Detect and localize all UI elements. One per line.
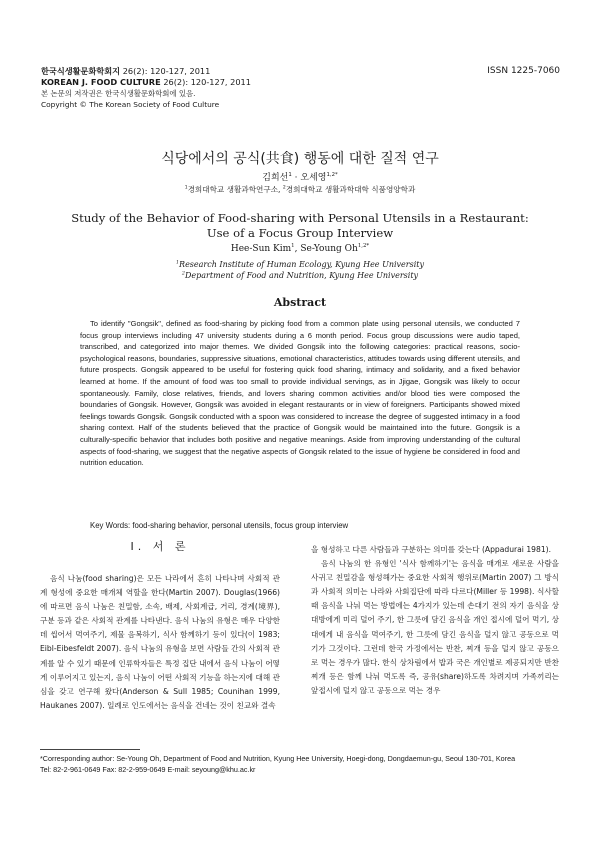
footnote-line-2: Tel: 82-2-961-0649 Fax: 82-2-959-0649 E-mail: seyoung@khu.ac.kr [40,765,256,774]
authors-en [0,244,600,254]
footnote-divider [40,749,140,750]
affil-en-sup-1: 1 [175,260,180,266]
journal-name-ko: 한국식생활문화학회지 [41,66,121,76]
abstract-body: To identify "Gongsik", defined as food-sharing by picking food from a common plate using personal utensils, we conducted 7 focus group interviews including 47 university students during a 6 month period. Focus group discussions were audio taped, transcribed, and categorized into major themes. We divided Gongsik into the following categories: practical reasons, socio-psychological reasons, boundaries, suppressive situations, emotional characteristics, attitudes towards using different utensils, and future prospects. Gongsik appeared to be useful for fostering quick food sharing, intimacy and solidarity, and a fixed behavior learned at home. If the amount of food was too small to provide individual servings, as in Jjigae, Gongsik was likely to occur spontaneously. Family, close relatives, friends, and lovers sharing common activities and/or blood ties were composed the boundaries of Gongsik. However, Gongsik was avoided in elegant restaurants or in view of foreigners. Participants showed mixed feelings towards Gongsik. Gongsik conducted with a spoon was considered to increase the degree of suggested intimacy in a food sharing context. Half of the students believed that the practice of Gongsik would be maintained into the future. Gongsik is a culturally-specific behavior that includes both positive and negative meanings. Aside from improving understanding of the cultural aspects of food-sharing, we suggest that the negative aspects of Gongsik related to the issue of hygiene be considered in food and nutrition education. [80,319,520,468]
affil-en-1: Research Institute of Human Ecology, Kyung Hee University [179,260,425,269]
footnote-line-1: *Corresponding author: Se-Young Oh, Department of Food and Nutrition, Kyung Hee University, Hoegi-dong, Dongdaemun-gu, Seoul 130-701, Korea [40,754,516,763]
journal-header [41,66,251,110]
title-en-line-2: Use of a Focus Group Interview [206,226,394,240]
paper-title-en [60,211,540,241]
journal-citation-en: 26(2): 120-127, 2011 [163,77,251,87]
author-2-ko: 오세영 [300,173,327,183]
affil-ko-1: 경희대학교 생활과학연구소, [187,185,283,194]
affil-en-line-1 [0,259,600,270]
affil-en-sup-2: 2 [181,271,185,277]
issn-label: ISSN 1225-7060 [487,66,560,76]
corresponding-author-footnote [40,753,560,775]
keywords: Key Words: food-sharing behavior, personal utensils, focus group interview [90,521,349,530]
journal-line-en [41,77,251,88]
affil-ko-2: 경희대학교 생활과학대학 식품영양학과 [285,185,416,194]
paper-title-ko: 식당에서의 공식(共食) 행동에 대한 질적 연구 [161,151,439,167]
affil-en-line-2 [0,270,600,281]
affil-en-2: Department of Food and Nutrition, Kyung Hee University [184,271,419,280]
journal-citation-ko: 26(2): 120-127, 2011 [122,66,211,76]
body-column-left [40,572,280,713]
body-paragraph: 음식 나눔의 한 유형인 '식사 함께하기'는 음식을 매개로 새로운 사람을 사귀고 친밀감을 형성해가는 중요한 사회적 행위로(Martin 2007) 그 방식과 사회적 의미는 나라와 사회집단에 따라 다르다(Miller 등 1998). 식사할 때 음식을 나눠 먹는 방법에는 4가지가 있는데 손대기 전의 자기 음식을 상대방에게 미리 덜어 주기, 한 그릇에 담긴 음식을 개인 접시에 덜어 먹기, 상대에게 내 음식을 먹여주기, 한 그릇에 담긴 음식을 덜지 않고 공동으로 먹기가 그것이다. 그런데 한국 가정에서는 반찬, 찌개 등을 덜지 않고 공동으로 먹는 경우가 많다. 한식 상차림에서 밥과 국은 개인별로 제공되지만 반찬 찌개 등은 함께 나눠 먹도록 즉, 공유(share)하도록 차려지며 가족끼리는 앞접시에 덜지 않고 공동으로 먹는 경우 [311,559,559,695]
body-paragraph-continued: 을 형성하고 다른 사람들과 구분하는 의미를 갖는다 (Appadurai 1981). [311,545,552,554]
author-2-en: Se-Young Oh [300,244,358,254]
body-paragraph: 음식 나눔(food sharing)은 모든 나라에서 흔히 나타나며 사회적 관계 형성에 중요한 매개체 역할을 한다(Martin 2007). Douglas(1966)에 따르면 음식 나눔은 친밀함, 소속, 배제, 사회계급, 거리, 경계(境界), 구분 등과 같은 사회적 관계를 나타낸다. 음식 나눔의 유형은 매우 다양한데 씹어서 먹여주기, 제물 음복하기, 식사 함께하기 등이 있다(이 1983; Eibl-Eibesfeldt 2007). 음식 나눔의 유형을 보면 사람들 간의 사회적 관계를 알 수 있기 때문에 인류학자들은 특정 집단 내에서 음식 나눔이 어떻게 이루어지고 있는지, 음식 나눔이 어떤 사회적 기능을 하는지에 대해 관심을 갖고 연구해 왔다(Anderson & Sull 1985; Counihan 1999, Haukanes 2007). 일례로 인도에서는 음식을 건네는 것이 친교와 결속 [40,574,280,710]
author-1-en-sup: 1 [291,243,295,249]
affil-ko-sup-1: 1 [184,185,188,191]
author-sep-ko: · [291,173,301,183]
title-en-line-1: Study of the Behavior of Food-sharing with Personal Utensils in a Restaurant: [71,211,529,225]
section-heading-introduction: I. 서 론 [130,540,190,553]
affiliations-ko [0,184,600,195]
body-column-right [311,543,559,698]
journal-line-ko [41,66,251,77]
author-1-en: Hee-Sun Kim [230,244,292,254]
author-1-ko: 김희선 [262,173,289,183]
author-1-ko-sup: 1 [288,172,292,178]
author-2-ko-sup: 1,2* [326,172,338,178]
abstract-heading: Abstract [273,296,327,309]
affil-ko-sup-2: 2 [282,185,286,191]
author-sep-en: , [294,244,301,254]
authors-ko [0,170,600,183]
copyright-note: 본 논문의 저작권은 한국식생활문화학회에 있음. [41,89,196,98]
affiliations-en [0,259,600,281]
author-2-en-sup: 1,2* [357,243,370,249]
journal-name-en: KOREAN J. FOOD CULTURE [41,77,161,87]
copyright-line: Copyright © The Korean Society of Food Culture [41,100,220,109]
